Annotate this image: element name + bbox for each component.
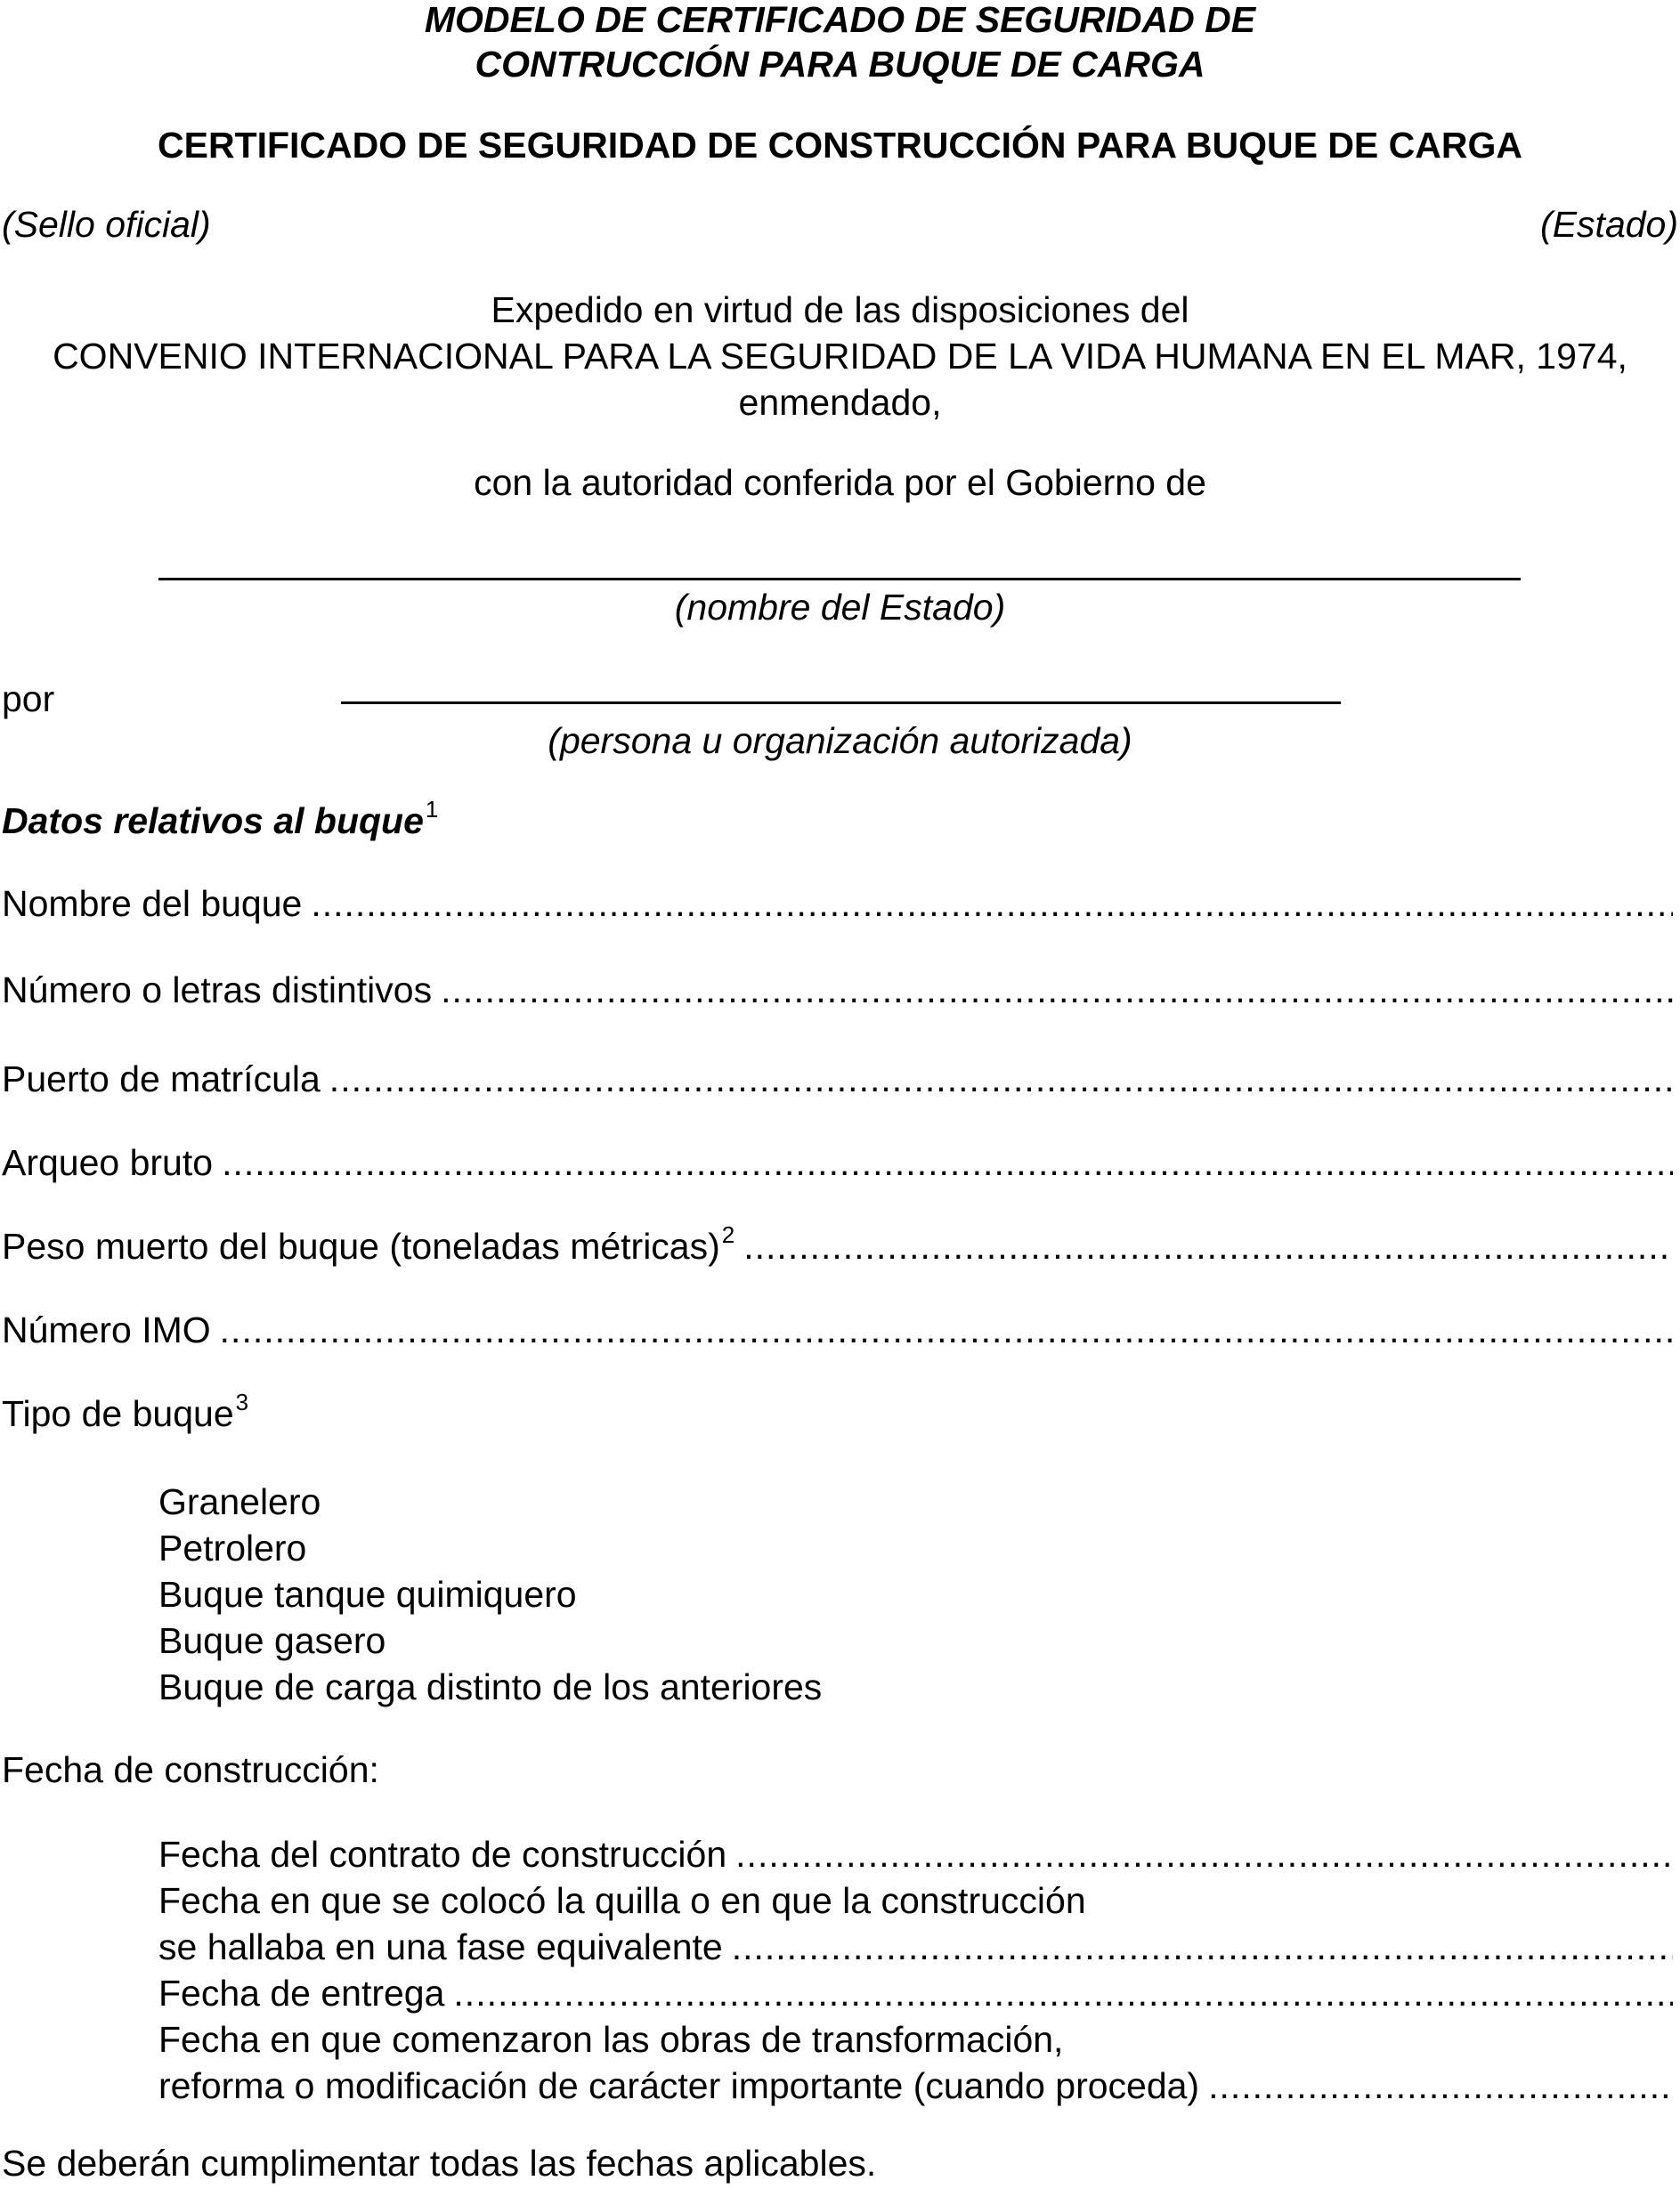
ship-data-heading: Datos relativos al buque$^1$ (2, 796, 439, 841)
por-label: por (2, 678, 55, 719)
field-label: Número o letras distintivos (2, 969, 433, 1010)
state-name-caption: (nombre del Estado) (674, 587, 1006, 628)
ship-type-option[interactable]: Buque de carga distinto de los anteriores (158, 1666, 823, 1707)
field-port-of-registry[interactable] (2, 1058, 1673, 1099)
field-delivery-date[interactable] (158, 1975, 1673, 2012)
field-label: Peso muerto del buque (toneladas métricas)$^2$ (2, 1221, 735, 1267)
construction-date-label: Fecha de construcción: (2, 1749, 379, 1790)
conversion-date-label-line1: Fecha en que comenzaron las obras de transformación, (158, 2019, 1064, 2060)
dotted-leader (732, 1929, 1673, 1966)
dotted-leader (1208, 2068, 1673, 2104)
field-conversion-date[interactable] (158, 2065, 1673, 2106)
field-label: Fecha del contrato de construcción (158, 1834, 727, 1875)
field-distinctive-number[interactable] (2, 969, 1673, 1010)
field-imo-number[interactable] (2, 1309, 1673, 1350)
ship-type-label: Tipo de buque$^3$ (2, 1389, 249, 1434)
dotted-leader (311, 886, 1673, 922)
field-gross-tonnage[interactable] (2, 1142, 1673, 1183)
field-label: se hallaba en una fase equivalente (158, 1926, 723, 1967)
dotted-leader (743, 1228, 1673, 1265)
seal-label: (Sello oficial) (2, 204, 211, 245)
field-label: Fecha de entrega (158, 1973, 445, 2014)
field-label: Número IMO (2, 1309, 211, 1350)
state-label: (Estado) (1540, 204, 1678, 245)
state-name-blank[interactable] (158, 578, 1521, 580)
issued-line2: CONVENIO INTERNACIONAL PARA LA SEGURIDAD DE LA VIDA HUMANA EN EL MAR, 1974, (53, 336, 1627, 377)
authority-line: con la autoridad conferida por el Gobierno de (474, 462, 1206, 503)
dotted-leader (453, 1975, 1673, 2012)
ship-type-option[interactable]: Buque tanque quimiquero (158, 1574, 577, 1615)
field-ship-name[interactable] (2, 883, 1673, 924)
ship-type-option[interactable]: Granelero (158, 1481, 321, 1522)
field-label: Nombre del buque (2, 883, 303, 924)
footnote-ref-3: 3 (235, 1389, 249, 1415)
authorized-blank[interactable] (341, 701, 1341, 704)
ship-type-option[interactable]: Petrolero (158, 1528, 307, 1569)
dotted-leader (329, 1061, 1673, 1098)
field-contract-date[interactable] (158, 1836, 1673, 1873)
issued-line1: Expedido en virtud de las disposiciones del (491, 289, 1189, 330)
footnote-ref-1: 1 (425, 796, 439, 823)
dotted-leader (222, 1145, 1673, 1181)
certificate-title: CERTIFICADO DE SEGURIDAD DE CONSTRUCCIÓN PARA BUQUE DE CARGA (158, 125, 1522, 166)
field-label: Puerto de matrícula (2, 1058, 321, 1099)
field-label: Arqueo bruto (2, 1142, 214, 1183)
model-title-line2: CONTRUCCIÓN PARA BUQUE DE CARGA (475, 44, 1205, 85)
footer-note: Se deberán cumplimentar todas las fechas aplicables. (2, 2143, 877, 2184)
issued-line3: enmendado, (738, 382, 942, 423)
dotted-leader (441, 972, 1673, 1009)
dotted-leader (735, 1836, 1673, 1873)
dotted-leader (220, 1312, 1673, 1349)
field-deadweight[interactable] (2, 1221, 1673, 1267)
model-title-line1: MODELO DE CERTIFICADO DE SEGURIDAD DE (424, 0, 1256, 40)
ship-type-option[interactable]: Buque gasero (158, 1620, 386, 1661)
field-label: reforma o modificación de carácter importante (cuando proceda) (158, 2065, 1200, 2106)
field-keel-date[interactable] (158, 1926, 1673, 1967)
authorized-caption: (persona u organización autorizada) (548, 720, 1132, 761)
keel-date-label-line1: Fecha en que se colocó la quilla o en que la construcción (158, 1880, 1086, 1921)
footnote-ref-2: 2 (721, 1221, 735, 1248)
